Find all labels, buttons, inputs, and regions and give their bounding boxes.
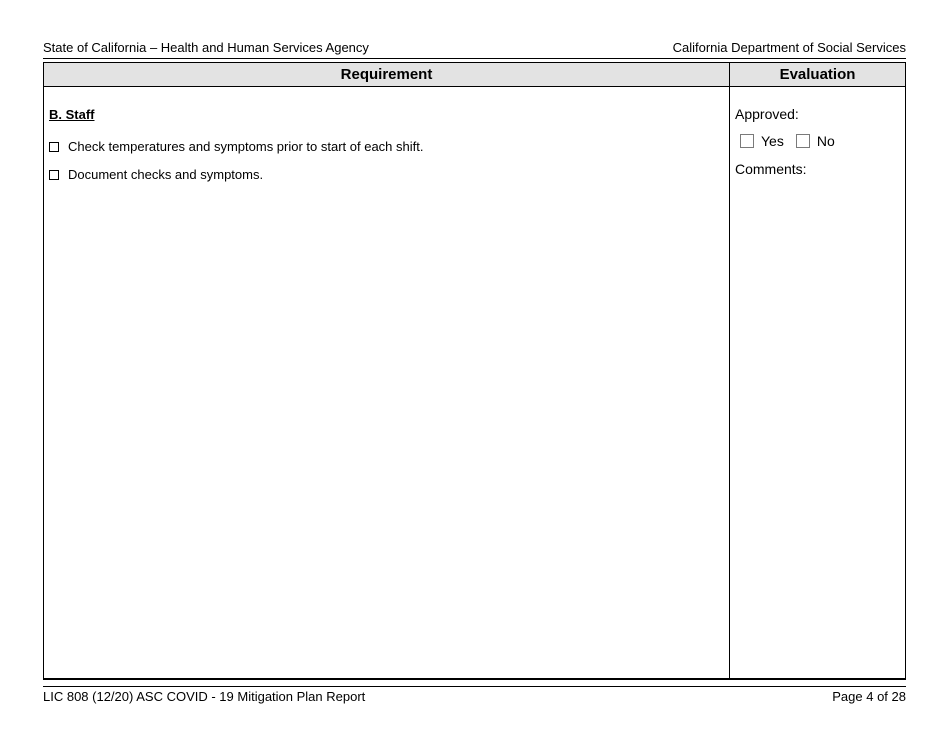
comments-label: Comments: xyxy=(735,161,807,177)
section-title-staff: B. Staff xyxy=(49,107,95,122)
requirement-item xyxy=(49,167,263,182)
approved-label: Approved: xyxy=(735,106,799,122)
yes-checkbox[interactable] xyxy=(740,134,754,148)
requirement-item xyxy=(49,139,423,154)
column-divider xyxy=(729,87,730,678)
requirement-evaluation-table xyxy=(43,62,906,680)
header-agency: State of California – Health and Human Services Agency xyxy=(43,40,369,55)
footer-form-id: LIC 808 (12/20) ASC COVID - 19 Mitigation Plan Report xyxy=(43,689,366,704)
requirement-column-header: Requirement xyxy=(44,63,730,87)
footer-page-number: Page 4 of 28 xyxy=(832,689,906,704)
approval-options xyxy=(740,133,835,149)
checkbox-icon[interactable] xyxy=(49,170,59,180)
requirement-item-text: Document checks and symptoms. xyxy=(68,167,264,182)
requirement-item-text: Check temperatures and symptoms prior to start of each shift. xyxy=(68,139,424,154)
evaluation-column-header: Evaluation xyxy=(730,63,905,87)
footer-divider xyxy=(43,686,906,687)
header-department: California Department of Social Services xyxy=(672,40,906,55)
yes-label: Yes xyxy=(761,133,784,149)
checkbox-icon[interactable] xyxy=(49,142,59,152)
no-checkbox[interactable] xyxy=(796,134,810,148)
header-divider xyxy=(43,58,906,59)
no-label: No xyxy=(816,133,835,149)
